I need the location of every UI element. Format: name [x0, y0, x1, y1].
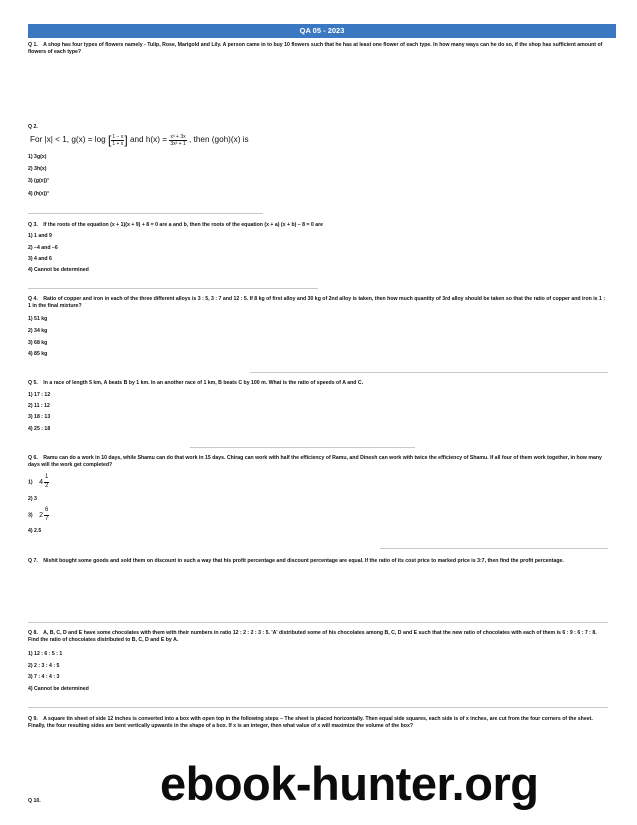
divider	[28, 213, 263, 214]
bracket-open: [	[107, 133, 112, 147]
question-5	[28, 380, 608, 387]
question-number: Q 4.	[28, 296, 38, 302]
header-title: QA 05 - 2023	[299, 26, 345, 35]
option: 3) 7 : 4 : 4 : 3	[28, 674, 60, 680]
option: 4) Cannot be determined	[28, 686, 89, 692]
question-1	[28, 42, 608, 56]
whole-part: 4	[39, 478, 43, 486]
mixed-fraction	[39, 507, 49, 523]
question-number: Q 8.	[28, 630, 38, 636]
fraction-numerator: 1 − x	[112, 133, 124, 140]
option: 2) 3h(x)	[28, 166, 47, 172]
formula-part: and h(x) =	[129, 135, 168, 145]
fraction-numerator: 6	[44, 507, 49, 516]
option: 4) 85 kg	[28, 351, 48, 357]
question-8	[28, 630, 608, 644]
option: 2) 2 : 3 : 4 : 5	[28, 663, 60, 669]
question-number: Q 6.	[28, 455, 38, 461]
option: 2) 11 : 12	[28, 403, 50, 409]
page-header	[28, 24, 616, 38]
option: 2) 3	[28, 496, 37, 502]
question-number: Q 1.	[28, 42, 38, 48]
option: 1) 51 kg	[28, 316, 48, 322]
question-text: Ramu can do a work in 10 days, while Shamu can do that work in 15 days. Chirag can work with half the efficiency of Ramu, and Dinesh can work with twice the efficiency of Shamu. If all four of them work together, in how many days will the work get completed?	[28, 455, 602, 469]
question-number: Q 5.	[28, 380, 38, 386]
question-7	[28, 558, 608, 565]
fraction-numerator: 1	[44, 474, 49, 483]
question-number: Q 10.	[28, 798, 41, 804]
option: 4) (h(x))³	[28, 191, 49, 197]
question-9	[28, 716, 608, 730]
whole-part: 2	[39, 511, 43, 519]
divider	[250, 372, 608, 373]
fraction	[44, 474, 49, 490]
bracket-close: ]	[124, 133, 128, 147]
fraction-numerator: x³ + 3x	[170, 133, 186, 140]
question-text: Ratio of copper and iron in each of the three different alloys is 3 : 5, 3 : 7 and 12 : 5. If 8 kg of first alloy and 30 kg of 2nd alloy is taken, then how much quantity of 3rd alloy should be taken so that the ratio of copper and iron is 1 : 1 in the final mixture?	[28, 296, 606, 310]
mixed-fraction	[39, 474, 49, 490]
option	[28, 474, 49, 490]
fraction-denominator: 7	[44, 515, 49, 522]
option: 4) 2.5	[28, 528, 42, 534]
question-text: A shop has four types of flowers namely - Tulip, Rose, Marigold and Lily. A person came in to buy 10 flowers such that he has at least one flower of each type. In how many ways can he do so, if the shop has sufficient amount of flowers of each type?	[28, 42, 603, 56]
question-6	[28, 455, 608, 469]
question-text: A square tin sheet of side 12 inches is converted into a box with open top in the following steps – The sheet is placed horizontally. Then equal side squares, each side is of x inches, are cut from the four corners of the sheet. Finally, the four resulting sides are bent vertically upwards in the shape of a box. If x is an integer, then what value of x will maximize the volume of the box?	[28, 716, 593, 730]
question-2	[28, 124, 608, 131]
fraction-denominator: 3x² + 1	[170, 140, 186, 147]
option	[28, 507, 49, 523]
option: 2) –4 and –6	[28, 245, 58, 251]
option: 3) 4 and 6	[28, 256, 52, 262]
option-label: 3)	[28, 512, 33, 519]
watermark-text: ebook-hunter.org	[160, 757, 539, 810]
option: 3) 68 kg	[28, 340, 48, 346]
question-number: Q 9.	[28, 716, 38, 722]
question-number: Q 7.	[28, 558, 38, 564]
question-4	[28, 296, 608, 310]
question-text: If the roots of the equation (x + 1)(x + 9) + 8 = 0 are a and b, then the roots of the equation (x + a) (x + b) – 8 = 0 are	[43, 222, 324, 228]
option: 3) 18 : 13	[28, 414, 51, 420]
option: 1) 1 and 9	[28, 233, 52, 239]
divider	[28, 622, 608, 623]
option: 4) Cannot be determined	[28, 267, 89, 273]
divider	[190, 447, 415, 448]
question-text: A, B, C, D and E have some chocolates with them with their numbers in ratio 12 : 2 : 2 : 3 : 5. 'A' distributed some of his chocolates among B, C, D and E such that the new ratio of chocolates with each of them is 6 : 9 : 6 : 7 : 8. Find the ratio of chocolates distributed to B, C, D and E by A.	[28, 630, 597, 644]
option: 2) 34 kg	[28, 328, 48, 334]
formula-part: For |x| < 1, g(x) = log	[30, 135, 106, 145]
fraction	[44, 507, 49, 523]
fraction	[111, 134, 124, 147]
fraction	[169, 134, 186, 147]
fraction-denominator: 1 + x	[112, 140, 124, 147]
divider	[28, 288, 318, 289]
option: 4) 25 : 18	[28, 426, 51, 432]
question-3	[28, 222, 608, 229]
divider	[28, 707, 608, 708]
question-number: Q 2.	[28, 124, 38, 130]
option: 3) (g(x))³	[28, 178, 49, 184]
divider	[380, 548, 608, 549]
option-label: 1)	[28, 479, 33, 486]
question-number: Q 3.	[28, 222, 38, 228]
question-2-formula	[30, 133, 249, 147]
option: 1) 12 : 6 : 5 : 1	[28, 651, 63, 657]
question-text: Nishit bought some goods and sold them on discount in such a way that his profit percentage and discount percentage are equal. If the ratio of its cost price to marked price is 3:7, then find the profit percentage.	[43, 558, 564, 564]
option: 1) 17 : 12	[28, 392, 51, 398]
fraction-denominator: 2	[44, 482, 49, 489]
option: 1) 3g(x)	[28, 154, 47, 160]
formula-part: , then (goh)(x) is	[189, 135, 249, 145]
question-text: In a race of length 5 km, A beats B by 1 km. In an another race of 1 km, B beats C by 100 m. What is the ratio of speeds of A and C.	[43, 380, 364, 386]
